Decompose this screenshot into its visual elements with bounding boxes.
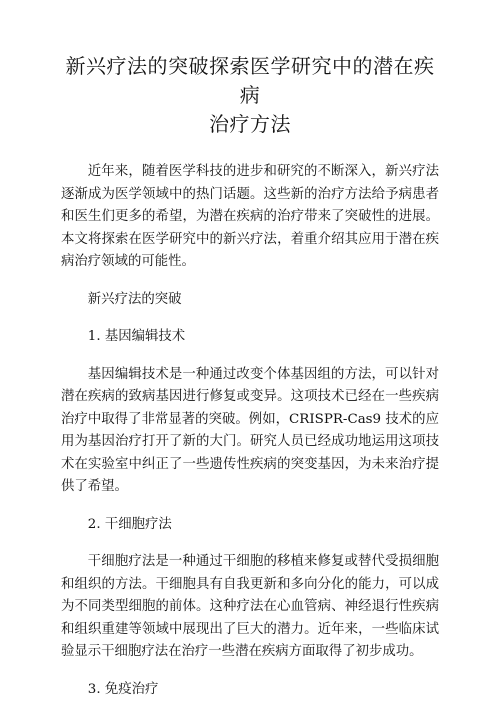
title-line-1: 新兴疗法的突破探索医学研究中的潜在疾病 [61,52,439,110]
intro-paragraph: 近年来，随着医学科技的进步和研究的不断深入，新兴疗法逐渐成为医学领域中的热门话题。这些新的治疗方法给予病患者和医生们更多的希望，为潜在疾病的治疗带来了突破性的进展。本文将探索在医学研究中的新兴疗法，着重介绍其应用于潜在疾病治疗领域的可能性。 [61,161,439,274]
section-heading: 新兴疗法的突破 [61,289,439,312]
document-title [61,52,439,139]
item-1-heading: 1. 基因编辑技术 [61,326,439,349]
item-3-heading: 3. 免疫治疗 [61,679,439,701]
title-line-2: 治疗方法 [61,110,439,139]
item-1-paragraph: 基因编辑技术是一种通过改变个体基因组的方法，可以针对潜在疾病的致病基因进行修复或变异。这项技术已经在一些疾病治疗中取得了非常显著的突破。例如，CRISPR-Cas9 技术的应用为基因治疗打开了新的大门。研究人员已经成功地运用这项技术在实验室中纠正了一些遗传性疾病的突变基因，为未来治疗提供了希望。 [61,364,439,499]
item-2-paragraph: 干细胞疗法是一种通过干细胞的移植来修复或替代受损细胞和组织的方法。干细胞具有自我更新和多向分化的能力，可以成为不同类型细胞的前体。这种疗法在心血管病、神经退行性疾病和组织重建等领域中展现出了巨大的潜力。近年来，一些临床试验显示干细胞疗法在治疗一些潜在疾病方面取得了初步成功。 [61,551,439,664]
item-2-heading: 2. 干细胞疗法 [61,514,439,537]
